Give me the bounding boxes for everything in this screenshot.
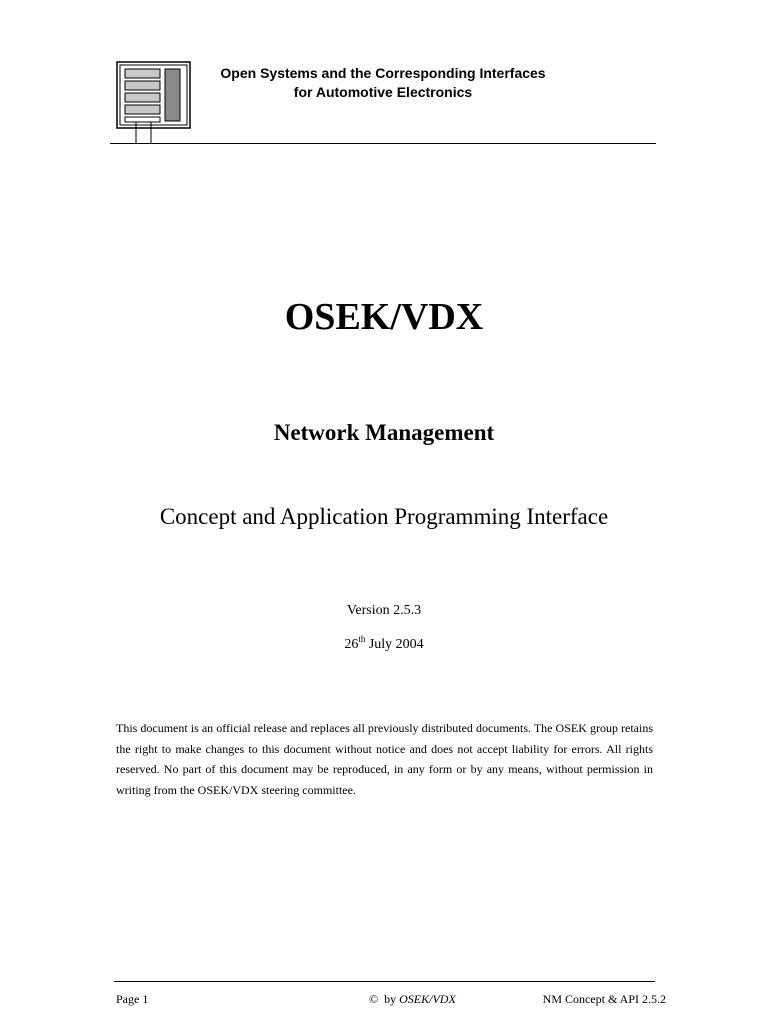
osek-logo bbox=[116, 61, 192, 145]
date-suffix: th bbox=[358, 634, 366, 644]
date-day: 26 bbox=[344, 637, 359, 652]
header-line-1: Open Systems and the Corresponding Interfaces bbox=[220, 65, 546, 81]
document-date bbox=[0, 635, 768, 655]
document-version: Version 2.5.3 bbox=[346, 603, 422, 618]
header-line-2: for Automotive Electronics bbox=[293, 84, 473, 100]
footer-divider bbox=[114, 981, 655, 982]
copyright-org: OSEK/VDX bbox=[399, 992, 456, 1006]
copyright-prefix: © by bbox=[369, 992, 400, 1006]
disclaimer-paragraph: This document is an official release and replaces all previously distributed documents. The OSEK group retains the right to make changes to this document without notice and does not accept liability for errors. All rights reserved. No part of this document may be reproduced, in any form or by any means, without permission in writing from the OSEK/VDX steering committee. bbox=[116, 721, 653, 797]
date-rest: July 2004 bbox=[365, 637, 424, 652]
document-title: OSEK/VDX bbox=[284, 296, 484, 338]
document-subtitle-2: Concept and Application Programming Interface bbox=[159, 504, 609, 529]
header-divider bbox=[110, 143, 656, 144]
footer-copyright bbox=[369, 991, 456, 1007]
document-subtitle: Network Management bbox=[273, 420, 495, 445]
footer-page-number: Page 1 bbox=[116, 992, 149, 1006]
footer-document-id: NM Concept & API 2.5.2 bbox=[542, 992, 666, 1006]
